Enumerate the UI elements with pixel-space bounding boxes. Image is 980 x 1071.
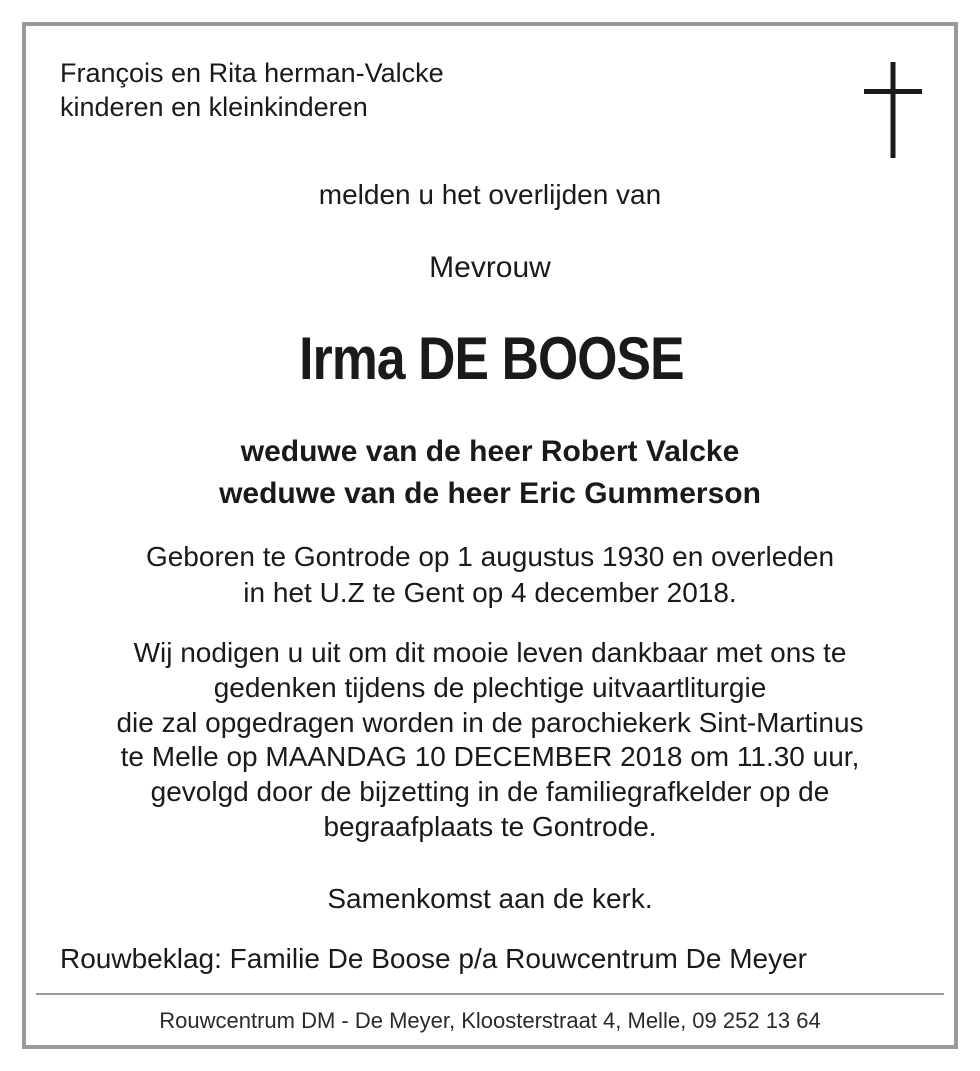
funeral-home-footer: Rouwcentrum DM - De Meyer, Kloosterstraat 4, Melle, 09 252 13 64: [159, 1008, 821, 1033]
invitation-text: [0, 636, 980, 845]
latin-cross-icon: [864, 62, 922, 158]
footer-divider: [36, 993, 944, 995]
invitation-line: die zal opgedragen worden in de parochiekerk Sint-Martinus: [116, 706, 864, 738]
birth-death-line-1: Geboren te Gontrode op 1 augustus 1930 en overleden: [145, 541, 835, 572]
intro-text: melden u het overlijden van: [318, 179, 662, 210]
salutation: Mevrouw: [429, 251, 551, 284]
announcer-line-2: kinderen en kleinkinderen: [60, 92, 368, 122]
invitation-line: gevolgd door de bijzetting in de familiegrafkelder op de: [150, 776, 830, 808]
announcer-block: [60, 56, 444, 124]
widow-line-1: weduwe van de heer Robert Valcke: [240, 435, 740, 468]
widow-line-2: weduwe van de heer Eric Gummerson: [219, 477, 761, 510]
invitation-line: Wij nodigen u uit om dit mooie leven dankbaar met ons te: [133, 637, 847, 668]
invitation-line: begraafplaats te Gontrode.: [323, 810, 657, 842]
invitation-line: gedenken tijdens de plechtige uitvaartliturgie: [213, 671, 767, 703]
gathering-text: Samenkomst aan de kerk.: [327, 883, 653, 914]
condolence-text: Rouwbeklag: Familie De Boose p/a Rouwcentrum De Meyer: [60, 943, 807, 974]
invitation-line: te Melle op MAANDAG 10 DECEMBER 2018 om 11.30 uur,: [120, 741, 860, 773]
deceased-name: Irma DE BOOSE: [299, 325, 684, 392]
announcer-line-1: François en Rita herman-Valcke: [60, 58, 444, 88]
birth-death-text: [0, 539, 980, 611]
birth-death-line-2: in het U.Z te Gent op 4 december 2018.: [243, 577, 737, 608]
